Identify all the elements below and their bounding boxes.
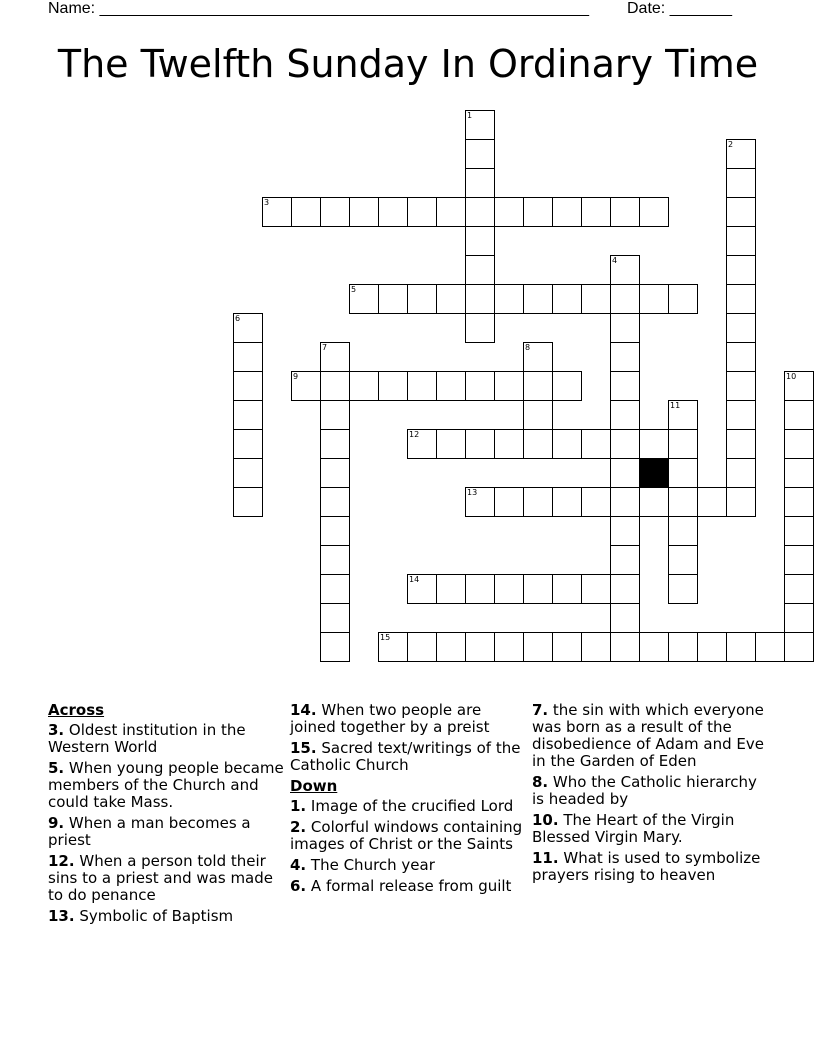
grid-cell[interactable]: [784, 545, 814, 575]
clue-number: 7.: [532, 701, 549, 719]
clue-down-10: [532, 812, 772, 846]
grid-cell[interactable]: [610, 400, 640, 430]
grid-cell[interactable]: [610, 284, 640, 314]
grid-cell[interactable]: [697, 487, 727, 517]
grid-cell[interactable]: [552, 371, 582, 401]
grid-cell[interactable]: [233, 371, 263, 401]
clue-number: 13.: [48, 907, 75, 925]
grid-cell[interactable]: [349, 197, 379, 227]
grid-cell[interactable]: [407, 429, 437, 459]
grid-cell[interactable]: [552, 284, 582, 314]
grid-cell[interactable]: [436, 284, 466, 314]
clue-number-label: 8: [525, 343, 531, 352]
grid-cell[interactable]: [233, 458, 263, 488]
name-field[interactable]: Name: _______________________________________________________: [48, 0, 589, 17]
grid-cell[interactable]: [523, 400, 553, 430]
grid-cell[interactable]: [320, 197, 350, 227]
clue-number-label: 2: [728, 140, 734, 149]
grid-cell[interactable]: [726, 400, 756, 430]
grid-cell[interactable]: [233, 429, 263, 459]
grid-cell[interactable]: [436, 371, 466, 401]
clue-text: When a man becomes a priest: [48, 814, 251, 849]
grid-cell[interactable]: [523, 487, 553, 517]
clue-number-label: 1: [467, 111, 473, 120]
clue-number-label: 14: [409, 575, 420, 584]
clue-number-label: 4: [612, 256, 618, 265]
clue-down-7: [532, 702, 772, 770]
grid-cell[interactable]: [610, 371, 640, 401]
grid-cell[interactable]: [465, 139, 495, 169]
clue-number: 1.: [290, 797, 307, 815]
grid-cell[interactable]: [726, 313, 756, 343]
grid-cell[interactable]: [465, 168, 495, 198]
clue-text: the sin with which everyone was born as a result of the disobedience of Adam and Eve in the Garden of Eden: [532, 701, 764, 770]
clue-number: 4.: [290, 856, 307, 874]
grid-cell[interactable]: [784, 603, 814, 633]
grid-cell[interactable]: [465, 429, 495, 459]
clue-number: 12.: [48, 852, 75, 870]
clue-text: When a person told their sins to a priest and was made to do penance: [48, 852, 273, 904]
grid-cell[interactable]: [378, 284, 408, 314]
clue-across-5: [48, 760, 284, 811]
grid-cell[interactable]: [552, 197, 582, 227]
clue-text: The Church year: [310, 856, 435, 874]
blocked-cell: [639, 458, 669, 488]
grid-cell[interactable]: [552, 574, 582, 604]
grid-cell[interactable]: [581, 487, 611, 517]
grid-cell[interactable]: [784, 429, 814, 459]
grid-cell[interactable]: [610, 197, 640, 227]
grid-cell[interactable]: [639, 429, 669, 459]
grid-cell[interactable]: [639, 284, 669, 314]
grid-cell[interactable]: [697, 632, 727, 662]
grid-cell[interactable]: [726, 487, 756, 517]
grid-cell[interactable]: [291, 197, 321, 227]
grid-cell[interactable]: [668, 284, 698, 314]
grid-cell[interactable]: [610, 429, 640, 459]
clue-number: 2.: [290, 818, 307, 836]
grid-cell[interactable]: [465, 371, 495, 401]
clue-number-label: 5: [351, 285, 357, 294]
grid-cell[interactable]: [552, 487, 582, 517]
grid-cell[interactable]: [494, 429, 524, 459]
grid-cell[interactable]: [320, 342, 350, 372]
grid-cell[interactable]: [465, 487, 495, 517]
grid-cell[interactable]: [581, 632, 611, 662]
grid-cell[interactable]: [610, 487, 640, 517]
clue-down-2: [290, 819, 524, 853]
clue-down-4: [290, 857, 524, 874]
grid-cell[interactable]: [726, 429, 756, 459]
clue-text: A formal release from guilt: [310, 877, 512, 895]
grid-cell[interactable]: [726, 342, 756, 372]
clue-across-3: [48, 722, 284, 756]
grid-cell[interactable]: [668, 429, 698, 459]
clue-down-11: [532, 850, 772, 884]
grid-cell[interactable]: [523, 371, 553, 401]
clue-down-8: [532, 774, 772, 808]
clue-number-label: 10: [786, 372, 797, 381]
grid-cell[interactable]: [494, 632, 524, 662]
clue-text: Who the Catholic hierarchy is headed by: [532, 773, 757, 808]
clues-column-2: [290, 702, 524, 899]
grid-cell[interactable]: [610, 632, 640, 662]
clue-number-label: 12: [409, 430, 420, 439]
grid-cell[interactable]: [494, 284, 524, 314]
grid-cell[interactable]: [552, 429, 582, 459]
clue-number: 9.: [48, 814, 65, 832]
grid-cell[interactable]: [668, 545, 698, 575]
clue-text: What is used to symbolize prayers rising to heaven: [532, 849, 761, 884]
grid-cell[interactable]: [581, 284, 611, 314]
grid-cell[interactable]: [610, 545, 640, 575]
grid-cell[interactable]: [784, 632, 814, 662]
grid-cell[interactable]: [726, 255, 756, 285]
clue-number-label: 11: [670, 401, 681, 410]
grid-cell[interactable]: [465, 313, 495, 343]
grid-cell[interactable]: [726, 226, 756, 256]
clue-text: When two people are joined together by a preist: [290, 701, 490, 736]
grid-cell[interactable]: [465, 197, 495, 227]
grid-cell[interactable]: [639, 487, 669, 517]
clue-across-9: [48, 815, 284, 849]
grid-cell[interactable]: [465, 284, 495, 314]
grid-cell[interactable]: [233, 487, 263, 517]
grid-cell[interactable]: [349, 284, 379, 314]
grid-cell[interactable]: [784, 458, 814, 488]
grid-cell[interactable]: [668, 400, 698, 430]
grid-cell[interactable]: [407, 574, 437, 604]
clue-across-15: [290, 740, 524, 774]
clue-number-label: 3: [264, 198, 270, 207]
grid-cell[interactable]: [233, 313, 263, 343]
grid-cell[interactable]: [784, 487, 814, 517]
grid-cell[interactable]: [436, 574, 466, 604]
clue-number-label: 6: [235, 314, 241, 323]
grid-cell[interactable]: [726, 632, 756, 662]
clue-down-1: [290, 798, 524, 815]
grid-cell[interactable]: [610, 603, 640, 633]
clue-number: 5.: [48, 759, 65, 777]
grid-cell[interactable]: [668, 458, 698, 488]
grid-cell[interactable]: [784, 516, 814, 546]
grid-cell[interactable]: [320, 429, 350, 459]
grid-cell[interactable]: [726, 197, 756, 227]
grid-cell[interactable]: [407, 371, 437, 401]
clue-text: The Heart of the Virgin Blessed Virgin Mary.: [532, 811, 735, 846]
clue-number: 11.: [532, 849, 559, 867]
grid-cell[interactable]: [436, 429, 466, 459]
grid-cell[interactable]: [378, 632, 408, 662]
across-heading: Across: [48, 701, 105, 719]
grid-cell[interactable]: [436, 197, 466, 227]
grid-cell[interactable]: [291, 371, 321, 401]
clues-column-3: [532, 702, 772, 888]
clue-text: Colorful windows containing images of Christ or the Saints: [290, 818, 523, 853]
clue-text: Image of the crucified Lord: [310, 797, 514, 815]
grid-cell[interactable]: [523, 342, 553, 372]
clue-number-label: 13: [467, 488, 478, 497]
grid-cell[interactable]: [407, 197, 437, 227]
grid-cell[interactable]: [320, 400, 350, 430]
grid-cell[interactable]: [378, 197, 408, 227]
grid-cell[interactable]: [610, 516, 640, 546]
grid-cell[interactable]: [494, 487, 524, 517]
grid-cell[interactable]: [494, 197, 524, 227]
grid-cell[interactable]: [465, 574, 495, 604]
grid-cell[interactable]: [552, 632, 582, 662]
grid-cell[interactable]: [349, 371, 379, 401]
grid-cell[interactable]: [784, 400, 814, 430]
grid-cell[interactable]: [726, 139, 756, 169]
clue-down-6: [290, 878, 524, 895]
clues-column-1: [48, 702, 284, 929]
grid-cell[interactable]: [639, 632, 669, 662]
down-heading: Down: [290, 777, 338, 795]
clue-number: 8.: [532, 773, 549, 791]
grid-cell[interactable]: [523, 197, 553, 227]
clue-number: 10.: [532, 811, 559, 829]
grid-cell[interactable]: [494, 371, 524, 401]
grid-cell[interactable]: [668, 516, 698, 546]
grid-cell[interactable]: [523, 574, 553, 604]
grid-cell[interactable]: [320, 545, 350, 575]
grid-cell[interactable]: [523, 429, 553, 459]
grid-cell[interactable]: [465, 632, 495, 662]
grid-cell[interactable]: [610, 342, 640, 372]
grid-cell[interactable]: [581, 429, 611, 459]
grid-cell[interactable]: [784, 574, 814, 604]
grid-cell[interactable]: [523, 284, 553, 314]
grid-cell[interactable]: [726, 458, 756, 488]
grid-cell[interactable]: [639, 197, 669, 227]
grid-cell[interactable]: [610, 458, 640, 488]
grid-cell[interactable]: [494, 574, 524, 604]
grid-cell[interactable]: [407, 284, 437, 314]
grid-cell[interactable]: [581, 574, 611, 604]
grid-cell[interactable]: [320, 371, 350, 401]
clue-across-12: [48, 853, 284, 904]
grid-cell[interactable]: [320, 516, 350, 546]
grid-cell[interactable]: [233, 342, 263, 372]
grid-cell[interactable]: [465, 226, 495, 256]
grid-cell[interactable]: [726, 284, 756, 314]
puzzle-title: The Twelfth Sunday In Ordinary Time: [57, 42, 759, 86]
grid-cell[interactable]: [262, 197, 292, 227]
clue-text: Oldest institution in the Western World: [48, 721, 246, 756]
grid-cell[interactable]: [610, 313, 640, 343]
clue-number-label: 7: [322, 343, 328, 352]
grid-cell[interactable]: [407, 632, 437, 662]
grid-cell[interactable]: [726, 168, 756, 198]
grid-cell[interactable]: [755, 632, 785, 662]
grid-cell[interactable]: [465, 255, 495, 285]
grid-cell[interactable]: [436, 632, 466, 662]
date-field[interactable]: Date: _______: [627, 0, 732, 17]
grid-cell[interactable]: [784, 371, 814, 401]
grid-cell[interactable]: [523, 632, 553, 662]
grid-cell[interactable]: [610, 255, 640, 285]
grid-cell[interactable]: [320, 574, 350, 604]
grid-cell[interactable]: [668, 487, 698, 517]
grid-cell[interactable]: [726, 371, 756, 401]
grid-cell[interactable]: [378, 371, 408, 401]
grid-cell[interactable]: [668, 574, 698, 604]
grid-cell[interactable]: [320, 458, 350, 488]
clue-number-label: 9: [293, 372, 299, 381]
clue-text: Symbolic of Baptism: [79, 907, 234, 925]
grid-cell[interactable]: [581, 197, 611, 227]
clue-number-label: 15: [380, 633, 391, 642]
grid-cell[interactable]: [465, 110, 495, 140]
clue-number: 14.: [290, 701, 317, 719]
clue-across-14: [290, 702, 524, 736]
grid-cell[interactable]: [668, 632, 698, 662]
grid-cell[interactable]: [233, 400, 263, 430]
grid-cell[interactable]: [320, 603, 350, 633]
clue-number: 6.: [290, 877, 307, 895]
grid-cell[interactable]: [610, 574, 640, 604]
clue-text: Sacred text/writings of the Catholic Church: [290, 739, 521, 774]
clue-number: 15.: [290, 739, 317, 757]
grid-cell[interactable]: [320, 487, 350, 517]
clue-text: When young people became members of the Church and could take Mass.: [48, 759, 284, 811]
clue-number: 3.: [48, 721, 65, 739]
grid-cell[interactable]: [320, 632, 350, 662]
clue-across-13: [48, 908, 284, 925]
